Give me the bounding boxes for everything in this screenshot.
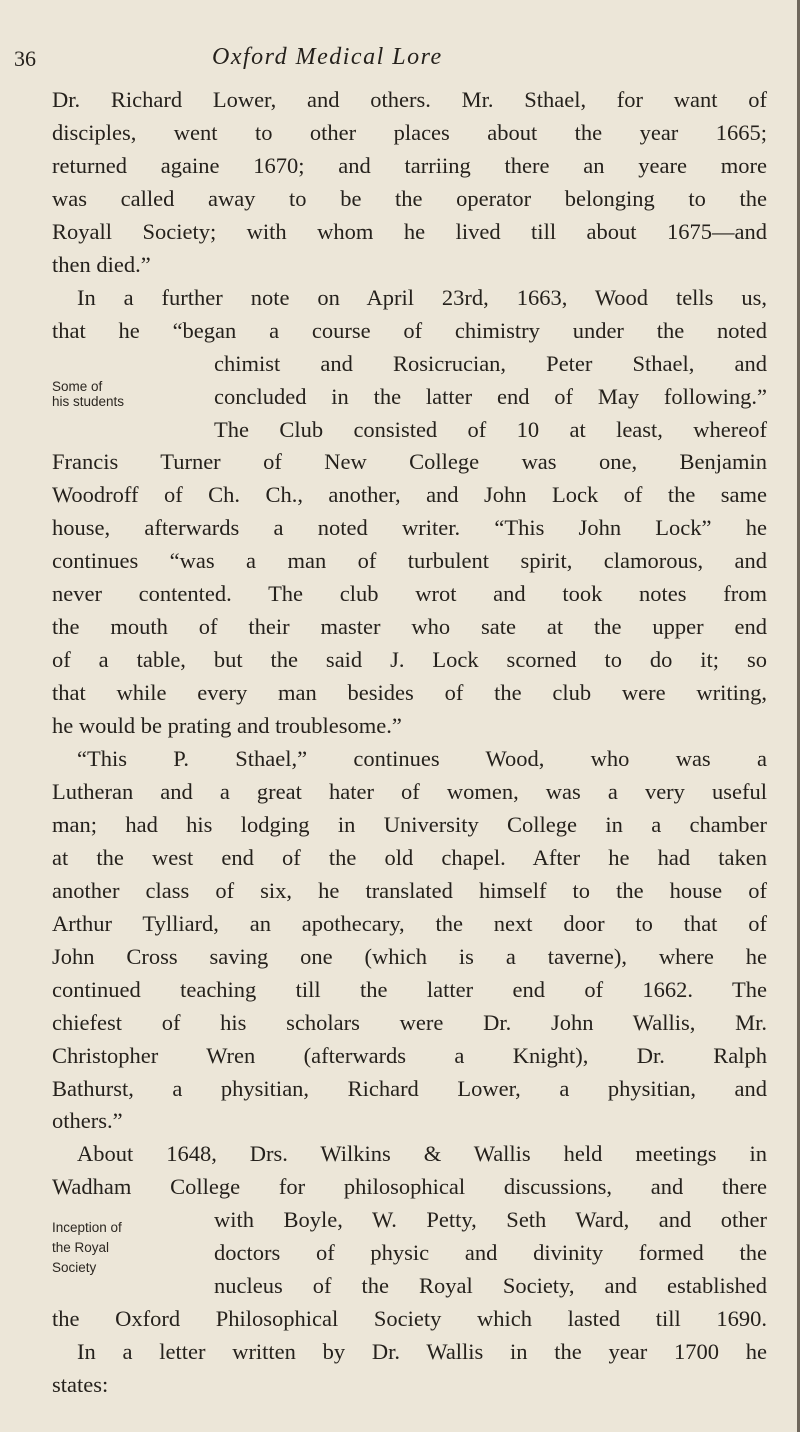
text-line: Lutheran and a great hater of women, was a very useful	[52, 778, 767, 804]
margin-note-inception-3: Society	[52, 1260, 97, 1276]
text-line: chiefest of his scholars were Dr. John Wallis, Mr.	[52, 1009, 767, 1035]
page-number: 36	[14, 46, 36, 71]
text-line: Wadham College for philosophical discussions, and there	[52, 1174, 767, 1200]
text-line: Woodroff of Ch. Ch., another, and John Lock of the same	[52, 482, 767, 508]
text-line: The Club consisted of 10 at least, whereof	[214, 416, 767, 442]
text-line: that he “began a course of chimistry under the noted	[52, 317, 767, 343]
text-line: the mouth of their master who sate at the upper end	[52, 614, 767, 640]
text-line: John Cross saving one (which is a taverne), where he	[52, 943, 767, 969]
text-line: About 1648, Drs. Wilkins & Wallis held meetings in	[77, 1141, 767, 1167]
margin-note-inception-2: the Royal	[52, 1240, 110, 1256]
text-line: “This P. Sthael,” continues Wood, who was a	[77, 746, 767, 771]
text-line: chimist and Rosicrucian, Peter Sthael, and	[214, 350, 767, 376]
text-line: Royall Society; with whom he lived till about 1675—and	[52, 218, 767, 244]
text-line: In a letter written by Dr. Wallis in the year 1700 he	[77, 1339, 767, 1365]
text-line: continues “was a man of turbulent spirit, clamorous, and	[52, 548, 767, 574]
text-line: never contented. The club wrot and took notes from	[52, 581, 767, 607]
text-line: In a further note on April 23rd, 1663, Wood tells us,	[77, 284, 767, 310]
text-line: Bathurst, a physitian, Richard Lower, a physitian, and	[52, 1075, 767, 1101]
text-line: Christopher Wren (afterwards a Knight), Dr. Ralph	[52, 1042, 767, 1068]
text-line: of a table, but the said J. Lock scorned to do it; so	[52, 647, 767, 673]
running-head: Oxford Medical Lore	[212, 44, 443, 70]
text-line: he would be prating and troublesome.”	[52, 713, 402, 739]
margin-note-students-2: his students	[52, 393, 125, 409]
text-line: another class of six, he translated himself to the house of	[52, 877, 767, 903]
text-line: then died.”	[52, 251, 151, 277]
text-line: the Oxford Philosophical Society which lasted till 1690.	[52, 1306, 767, 1332]
text-line: disciples, went to other places about the year 1665;	[52, 119, 767, 145]
text-line: continued teaching till the latter end of 1662. The	[52, 976, 767, 1002]
text-line: was called away to be the operator belonging to the	[52, 185, 767, 211]
text-line: others.”	[52, 1108, 123, 1134]
text-line: at the west end of the old chapel. After he had taken	[52, 844, 767, 870]
margin-note-students-1: Some of	[52, 378, 103, 394]
text-line: doctors of physic and divinity formed the	[214, 1240, 767, 1266]
text-line: man; had his lodging in University College in a chamber	[52, 811, 767, 837]
text-line: Arthur Tylliard, an apothecary, the next door to that of	[52, 910, 767, 936]
text-line: that while every man besides of the club were writing,	[52, 680, 767, 706]
text-line: concluded in the latter end of May following.”	[214, 383, 767, 409]
text-line: with Boyle, W. Petty, Seth Ward, and other	[214, 1207, 767, 1233]
text-line: house, afterwards a noted writer. “This John Lock” he	[52, 515, 767, 541]
text-line: returned againe 1670; and tarriing there an yeare more	[52, 152, 767, 178]
text-line: Francis Turner of New College was one, Benjamin	[52, 449, 767, 475]
text-line: states:	[52, 1372, 109, 1398]
text-line: nucleus of the Royal Society, and established	[214, 1273, 767, 1299]
margin-note-inception-1: Inception of	[52, 1220, 122, 1236]
text-line: Dr. Richard Lower, and others. Mr. Sthael, for want of	[52, 87, 767, 112]
